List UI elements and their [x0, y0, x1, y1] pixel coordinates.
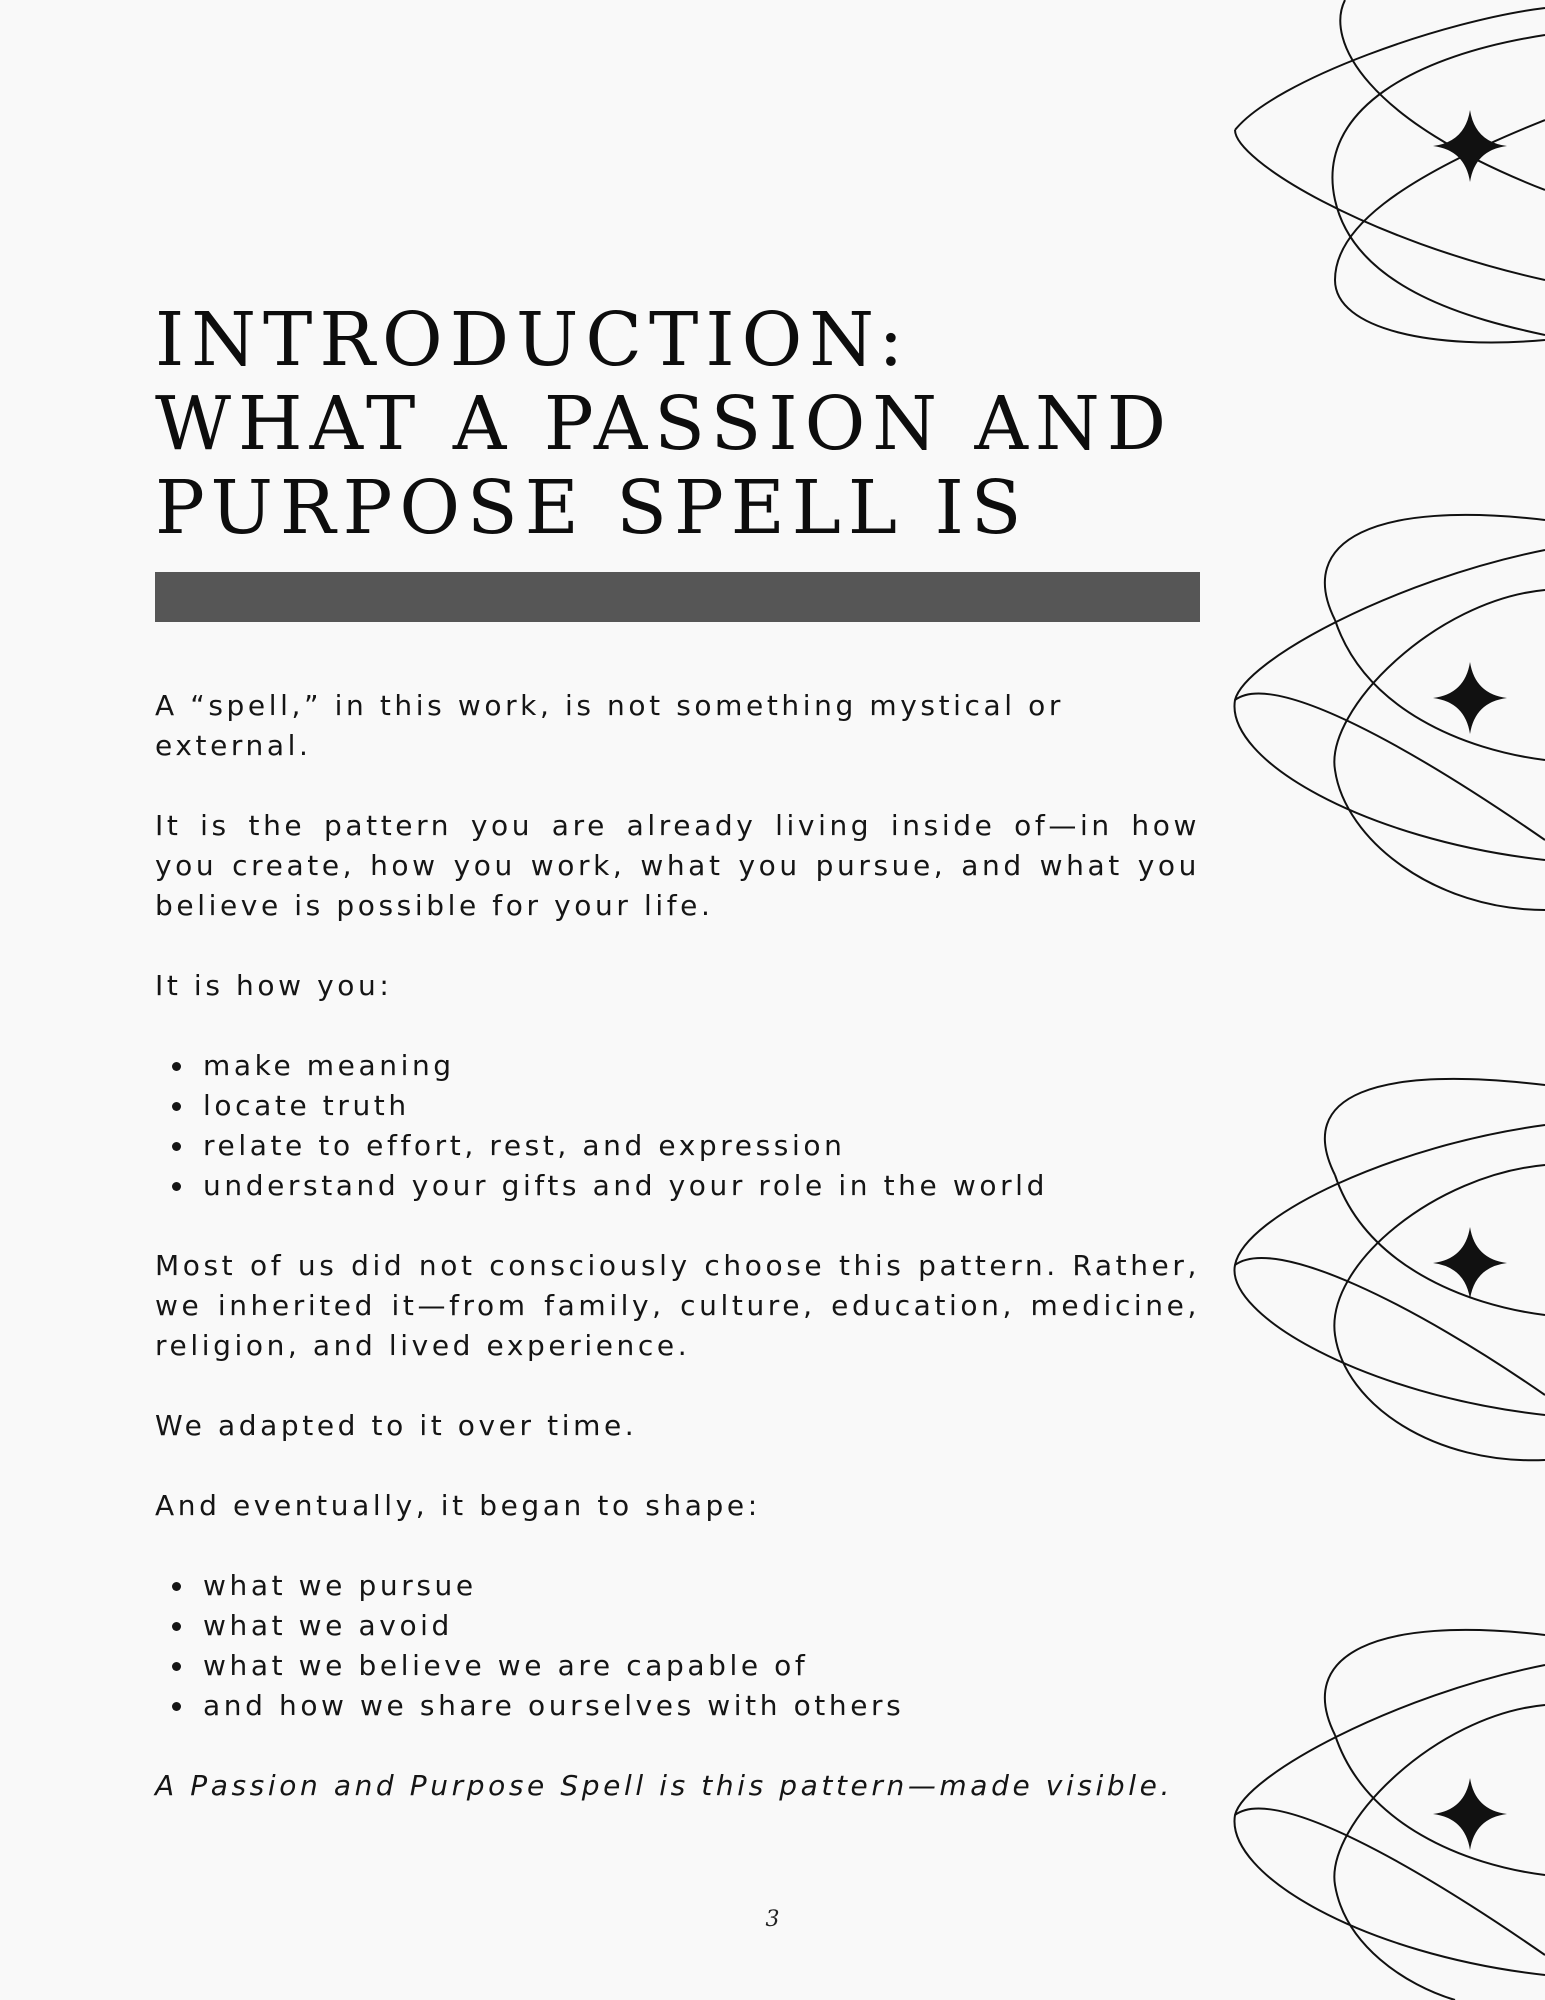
bullet-icon: [172, 1622, 181, 1631]
list-item-text: understand your gifts and your role in the world: [203, 1169, 1048, 1202]
list-item: [155, 1046, 1200, 1086]
title-line: PURPOSE SPELL IS: [155, 465, 1029, 551]
paragraph: It is how you:: [155, 969, 393, 1002]
closing-statement: A Passion and Purpose Spell is this pattern—made visible.: [155, 1769, 1173, 1802]
list-item-text: what we avoid: [203, 1609, 453, 1642]
bullet-list: [155, 1566, 1200, 1726]
orbit-star-icon: [1215, 0, 1545, 360]
bullet-icon: [172, 1062, 181, 1071]
paragraph: And eventually, it began to shape:: [155, 1489, 761, 1522]
list-item: [155, 1166, 1200, 1206]
list-item-text: relate to effort, rest, and expression: [203, 1129, 846, 1162]
bullet-icon: [172, 1662, 181, 1671]
list-item: [155, 1686, 1200, 1726]
list-item-text: what we pursue: [203, 1569, 477, 1602]
orbit-star-icon: [1215, 510, 1545, 920]
title-underline-bar: [155, 572, 1200, 622]
paragraph: We adapted to it over time.: [155, 1409, 638, 1442]
bullet-icon: [172, 1142, 181, 1151]
bullet-list: [155, 1046, 1200, 1206]
title-line: WHAT A PASSION AND: [155, 381, 1174, 467]
bullet-icon: [172, 1182, 181, 1191]
page-number: 3: [765, 1907, 780, 1932]
body-content: [155, 686, 1200, 1846]
list-item-text: what we believe we are capable of: [203, 1649, 809, 1682]
title-line: INTRODUCTION:: [155, 297, 911, 383]
bullet-icon: [172, 1102, 181, 1111]
list-item: [155, 1606, 1200, 1646]
list-item: [155, 1086, 1200, 1126]
list-item-text: and how we share ourselves with others: [203, 1689, 905, 1722]
orbit-star-icon: [1215, 1625, 1545, 2000]
orbit-star-icon: [1215, 1065, 1545, 1470]
list-item: [155, 1566, 1200, 1606]
bullet-icon: [172, 1582, 181, 1591]
page-title: [155, 298, 1205, 550]
bullet-icon: [172, 1702, 181, 1711]
list-item-text: locate truth: [203, 1089, 410, 1122]
list-item: [155, 1126, 1200, 1166]
paragraph: It is the pattern you are already living inside of—in how you create, how you work, what you pursue, and what you believe is possible for your life.: [155, 809, 1200, 922]
list-item: [155, 1646, 1200, 1686]
paragraph: A “spell,” in this work, is not something mystical or external.: [155, 689, 1065, 762]
paragraph: Most of us did not consciously choose this pattern. Rather, we inherited it—from family, culture, education, medicine, religion, and lived experience.: [155, 1249, 1200, 1362]
list-item-text: make meaning: [203, 1049, 455, 1082]
